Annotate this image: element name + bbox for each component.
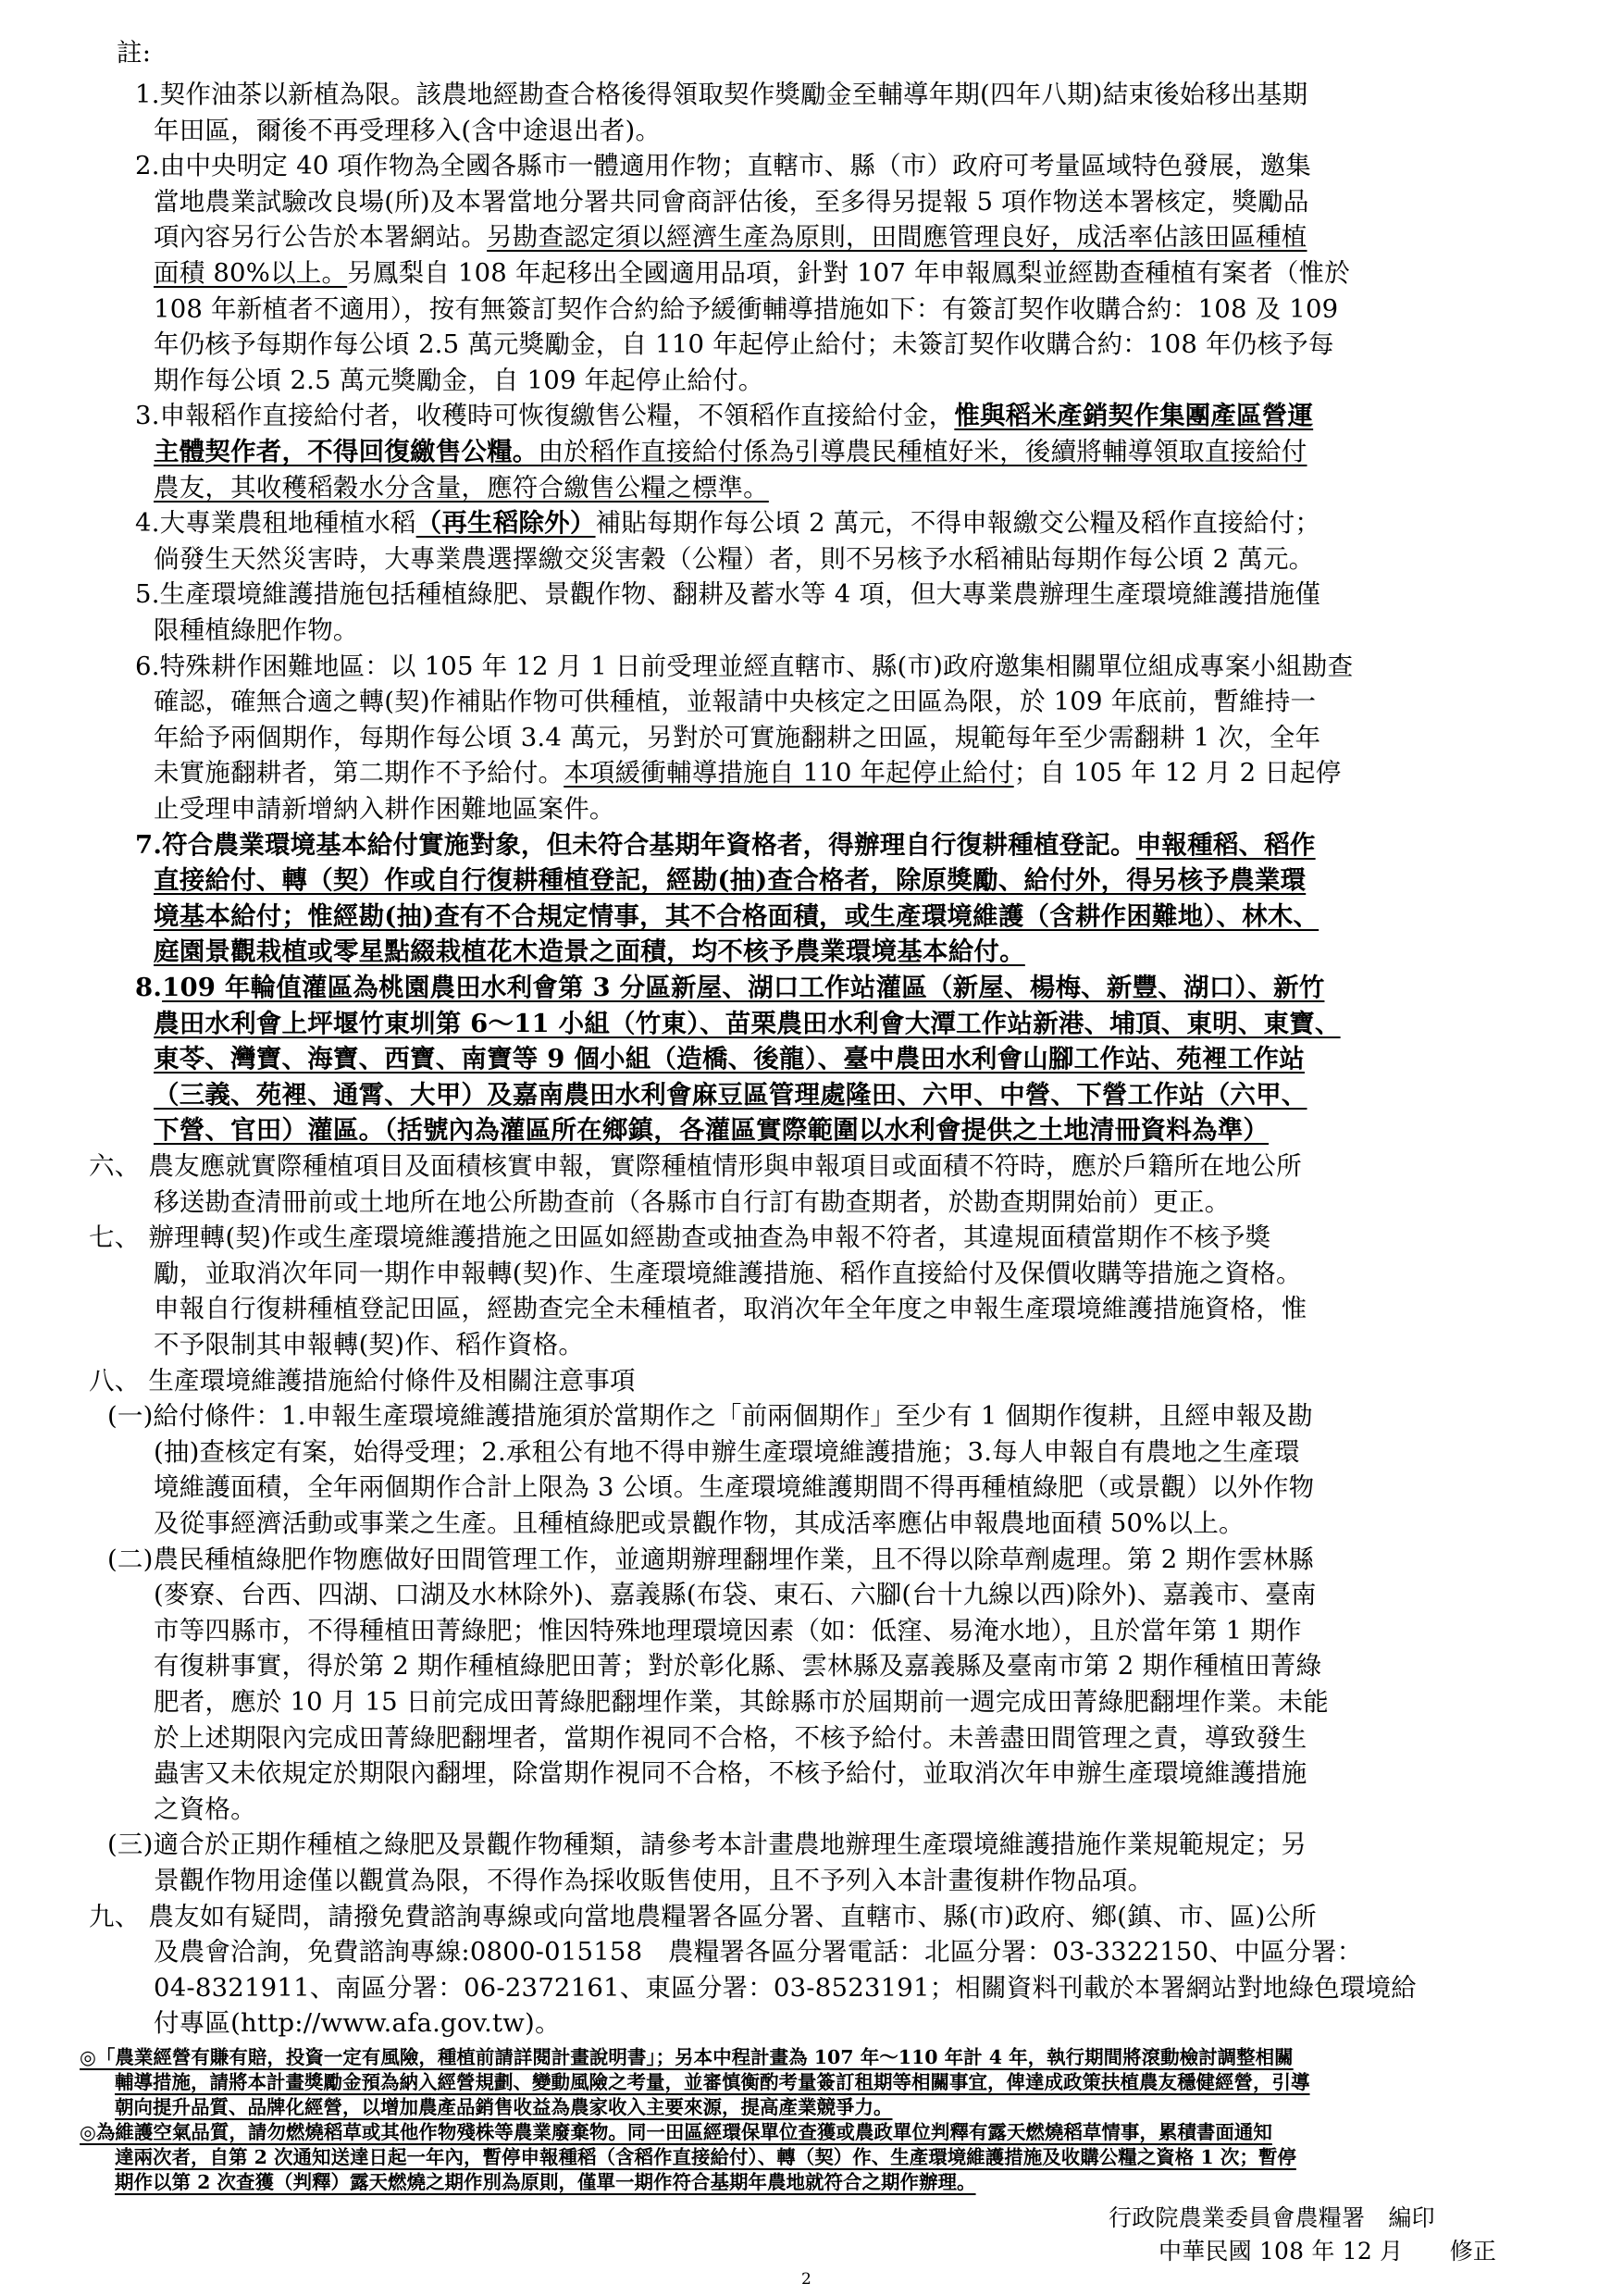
text-line xyxy=(107,1547,1314,1573)
text-run: 1.契作油茶以新植為限。該農地經勘查合格後得領取契作獎勵金至輔導年期(四年八期)結束後始移出基期 xyxy=(135,80,1308,109)
text-run: 2.由中央明定 40 項作物為全國各縣市一體適用作物；直轄市、縣（市）政府可考量區域特色發展，邀集 xyxy=(135,151,1312,180)
text-run: 直接給付、轉（契）作或自行復耕種植登記，經勘(抽)查合格者，除原獎勵、給付外，得另核予農業環 xyxy=(154,865,1307,895)
text-run: (麥寮、台西、四湖、口湖及水林除外)、嘉義縣(布袋、東石、六腳(台十九線以西)除外)、嘉義市、臺南 xyxy=(154,1580,1317,1609)
text-run: 期作每公頃 2.5 萬元獎勵金，自 109 年起停止給付。 xyxy=(154,366,764,395)
text-run: 境維護面積，全年兩個期作合計上限為 3 公頃。生產環境維護期間不得再種植綠肥（或景觀）以外作物 xyxy=(154,1472,1315,1502)
text-run: 肥者，應於 10 月 15 日前完成田菁綠肥翻埋作業，其餘縣市於屆期前一週完成田菁綠肥翻埋作業。未能 xyxy=(154,1687,1329,1717)
bottom-note-line: 輔導措施，請將本計畫獎勵金預為納入經營規劃、變動風險之考量，並審慎衡酌考量簽訂租期等相關事宜，俾達成政策扶植農友穩健經營，引導 xyxy=(115,2071,1310,2093)
text-run: 倘發生天然災害時，大專業農選擇繳交災害穀（公糧）者，則不另核予水稻補貼每期作每公頃 2 萬元。 xyxy=(154,544,1315,574)
text-line xyxy=(154,1437,1300,1467)
text-run: 4.大專業農租地種植水稻 xyxy=(135,508,416,538)
text-run: 主體契作者，不得回復繳售公糧。 xyxy=(154,437,539,466)
text-run: 項內容另行公告於本署網站。 xyxy=(154,222,488,252)
text-line xyxy=(135,654,1353,680)
text-line xyxy=(89,1902,1317,1931)
text-run: 移送勘查清冊前或土地所在地公所勘查前（各縣市自行訂有勘查期者，於勘查期開始前）更正。 xyxy=(154,1187,1231,1217)
text-line xyxy=(154,222,1307,252)
text-run: (抽)查核定有案，始得受理；2.承租公有地不得申辦生產環境維護措施；3.每人申報自有農地之生產環 xyxy=(154,1437,1300,1467)
text-run: 7. xyxy=(135,830,163,860)
text-run: 九、 農友如有疑問，請撥免費諮詢專線或向當地農糧署各區分署、直轄市、縣(市)政府、鄉(鎮、市、區)公所 xyxy=(89,1902,1317,1931)
text-run: 限種植綠肥作物。 xyxy=(154,615,359,645)
page-number: 2 xyxy=(801,2270,812,2289)
bottom-note-line: 期作以第 2 次查獲（判釋）露天燃燒之期作別為原則，僅單一期作符合基期年農地就符合之期作辦理。 xyxy=(115,2171,976,2193)
text-line xyxy=(154,689,1316,715)
text-line xyxy=(154,1758,1307,1788)
text-run: 當地農業試驗改良場(所)及本署當地分署共同會商評估後，至多得另提報 5 項作物送本署核定，獎勵品 xyxy=(154,187,1309,217)
text-run: 另勘查認定須以經濟生產為原則，田間應管理良好，成活率佔該田區種植 xyxy=(487,222,1307,252)
text-run: 東苓、灣寶、海寶、西寶、南寶等 9 個小組（造橋、後龍）、臺中農田水利會山腳工作站、苑裡工作站 xyxy=(154,1044,1305,1074)
text-run: 有復耕事實，得於第 2 期作種植綠肥田菁；對於彰化縣、雲林縣及嘉義縣及臺南市第 2 期作種植田菁綠 xyxy=(154,1651,1322,1681)
text-run: 5.生產環境維護措施包括種植綠肥、景觀作物、翻耕及蓄水等 4 項，但大專業農辦理生產環境維護措施僅 xyxy=(135,579,1321,609)
text-run: 由於稻作直接給付係為引導農民種植好米，後續將輔導領取直接給付 xyxy=(538,437,1307,466)
text-line xyxy=(154,1687,1329,1717)
text-run: 不予限制其申報轉(契)作、稻作資格。 xyxy=(154,1330,585,1359)
text-line xyxy=(154,294,1339,324)
text-line xyxy=(154,1868,1153,1894)
text-line xyxy=(154,258,1350,288)
text-line xyxy=(154,329,1334,359)
text-line xyxy=(89,1366,636,1396)
text-line xyxy=(154,1261,1302,1287)
bottom-note-line: 達兩次者，自第 2 次通知送達日起一年內，暫停申報種稻（含稻作直接給付）、轉（契）作、生產環境維護措施及收購公糧之資格 1 次；暫停 xyxy=(115,2146,1296,2168)
text-line xyxy=(154,2008,561,2038)
text-line xyxy=(154,1651,1322,1681)
text-line xyxy=(135,82,1307,108)
text-run: （三義、苑裡、通霄、大甲）及嘉南農田水利會麻豆區管理處隆田、六甲、中營、下營工作站（六甲、 xyxy=(154,1080,1307,1110)
text-line xyxy=(154,1472,1315,1502)
text-run: 庭園景觀栽植或零星點綴栽植花木造景之面積，均不核予農業環境基本給付。 xyxy=(154,937,1025,966)
text-run: 七、 辦理轉(契)作或生產環境維護措施之田區如經勘查或抽查為申報不符者，其違規面積當期作不核予獎 xyxy=(89,1222,1271,1252)
text-line xyxy=(135,403,1313,429)
text-run: （再生稻除外） xyxy=(415,508,596,538)
text-run: (三)適合於正期作種植之綠肥及景觀作物種類，請參考本計畫農地辦理生產環境維護措施作業規範規定；另 xyxy=(107,1830,1307,1859)
text-run: 於上述期限內完成田菁綠肥翻埋者，當期作視同不合格，不核予給付。未善盡田間管理之責，導致發生 xyxy=(154,1723,1307,1753)
text-line xyxy=(154,437,1307,466)
text-line xyxy=(154,1508,1245,1538)
text-run: 下營、官田）灌區。（括號內為灌區所在鄉鎮，各灌區實際範圍以水利會提供之土地清冊資料為準） xyxy=(154,1115,1270,1145)
text-run: 止受理申請新增納入耕作困難地區案件。 xyxy=(154,794,615,824)
text-run: 惟與稻米產銷契作集團產區營運 xyxy=(954,401,1314,430)
text-run: 年田區，爾後不再受理移入(含中途退出者)。 xyxy=(154,116,662,145)
text-line xyxy=(89,1151,1302,1181)
text-run: 八、 生產環境維護措施給付條件及相關注意事項 xyxy=(89,1366,636,1396)
text-line xyxy=(135,830,1316,860)
text-run: 年給予兩個期作，每期作每公頃 3.4 萬元，另對於可實施翻耕之田區，規範每年至少需翻耕 1 次，全年 xyxy=(154,723,1321,752)
text-line xyxy=(154,1080,1307,1110)
text-line xyxy=(154,1294,1307,1323)
text-line xyxy=(107,1832,1307,1858)
text-run: ；自 105 年 12 月 2 日起停 xyxy=(1013,758,1342,788)
text-line xyxy=(154,1937,1363,1967)
text-line xyxy=(154,368,764,394)
text-line xyxy=(154,794,615,824)
text-line xyxy=(154,1616,1302,1645)
text-run: 符合農業環境基本給付實施對象，但未符合基期年資格者，得辦理自行復耕種植登記。 xyxy=(162,830,1136,860)
text-line xyxy=(154,1582,1317,1608)
text-run: 年仍核予每期作每公頃 2.5 萬元獎勵金，自 110 年起停止給付；未簽訂契作收購合約：108 年仍核予每 xyxy=(154,329,1334,359)
text-line xyxy=(154,473,769,503)
text-line xyxy=(154,1794,256,1824)
text-line xyxy=(135,579,1321,609)
text-line xyxy=(154,187,1309,217)
text-line xyxy=(154,1973,1417,2003)
text-run: 3.申報稻作直接給付者，收穫時可恢復繳售公糧，不領稻作直接給付金， xyxy=(135,401,955,430)
text-run: 本項緩衝輔導措施自 110 年起停止給付 xyxy=(564,758,1014,788)
bottom-note-line: ◎「農業經營有賺有賠，投資一定有風險，種植前請詳閱計畫說明書」；另本中程計畫為 107 年～110 年計 4 年，執行期間將滾動檢討調整相關 xyxy=(80,2046,1294,2068)
text-run: 市等四縣市，不得種植田菁綠肥；惟因特殊地理環境因素（如：低窪、易淹水地），且於當年第 1 期作 xyxy=(154,1616,1302,1645)
text-line xyxy=(154,1044,1305,1074)
text-run: 面積 80%以上。 xyxy=(154,258,348,288)
text-run: 申報種稻、稻作 xyxy=(1135,830,1316,860)
text-run: 農友，其收穫稻穀水分含量，應符合繳售公糧之標準。 xyxy=(154,473,769,503)
text-run: 申報自行復耕種植登記田區，經勘查完全未種植者，取消次年全年度之申報生產環境維護措施資格，惟 xyxy=(154,1294,1307,1323)
text-line xyxy=(107,1401,1313,1431)
issuer: 行政院農業委員會農糧署 編印 xyxy=(1109,2204,1435,2231)
bottom-note-line: ◎為維護空氣品質，請勿燃燒稻草或其他作物殘株等農業廢棄物。同一田區經環保單位查獲或農政單位判釋有露天燃燒稻草情事，累積書面通知 xyxy=(80,2121,1272,2143)
text-line xyxy=(154,615,359,645)
notes-heading: 註: xyxy=(117,38,152,68)
text-line xyxy=(154,544,1315,574)
text-run: 確認，確無合適之轉(契)作補貼作物可供種植，並報請中央核定之田區為限，於 109 年底前，暫維持一 xyxy=(154,687,1317,716)
text-line xyxy=(154,1330,585,1359)
text-run: (一)給付條件：1.申報生產環境維護措施須於當期作之「前兩個期作」至少有 1 個期作復耕，且經申報及勘 xyxy=(107,1401,1313,1431)
text-line xyxy=(154,1115,1270,1145)
text-line xyxy=(154,1723,1307,1753)
text-run: 補貼每期作每公頃 2 萬元，不得申報繳交公糧及稻作直接給付； xyxy=(595,508,1321,538)
text-line xyxy=(154,1187,1231,1217)
text-run: 未實施翻耕者，第二期作不予給付。 xyxy=(154,758,564,788)
text-run: 6.特殊耕作困難地區：以 105 年 12 月 1 日前受理並經直轄市、縣(市)政府邀集相關單位組成專案小組勘查 xyxy=(135,652,1354,681)
text-line xyxy=(135,508,1321,538)
text-run: 04-8321911、南區分署：06-2372161、東區分署：03-8523191；相關資料刊載於本署網站對地綠色環境給 xyxy=(154,1973,1417,2003)
text-run: 及農會洽詢，免費諮詢專線:0800-015158 農糧署各區分署電話：北區分署：03-3322150、中區分署： xyxy=(154,1937,1363,1967)
text-line xyxy=(154,939,1025,965)
text-run: 景觀作物用途僅以觀賞為限，不得作為採收販售使用，且不予列入本計畫復耕作物品項。 xyxy=(154,1866,1154,1895)
revision-date: 中華民國 108 年 12 月 修正 xyxy=(1158,2238,1497,2265)
text-run: 及從事經濟活動或事業之生產。且種植綠肥或景觀作物，其成活率應佔申報農地面積 50%以上。 xyxy=(154,1508,1245,1538)
text-line xyxy=(154,723,1321,752)
text-run: 付專區(http://www.afa.gov.tw)。 xyxy=(154,2008,561,2038)
text-line xyxy=(154,1011,1341,1037)
text-run: 境基本給付；惟經勘(抽)查有不合規定情事，其不合格面積，或生產環境維護（含耕作困難地）、林木、 xyxy=(154,901,1319,931)
text-line xyxy=(154,758,1342,788)
text-run: 勵，並取消次年同一期作申報轉(契)作、生產環境維護措施、稻作直接給付及保價收購等措施之資格。 xyxy=(154,1259,1302,1288)
text-line xyxy=(154,118,661,144)
text-run: 108 年新植者不適用），按有無簽訂契作合約給予緩衝輔導措施如下：有簽訂契作收購合約：108 及 109 xyxy=(154,294,1339,324)
text-line xyxy=(135,975,1324,1001)
text-run: 109 年輪值灌區為桃園農田水利會第 3 分區新屋、湖口工作站灌區（新屋、楊梅、新豐、湖口）、新竹 xyxy=(162,973,1325,1002)
text-run: 之資格。 xyxy=(154,1794,256,1824)
text-run: 蟲害又未依規定於期限內翻埋，除當期作視同不合格，不核予給付，並取消次年申辦生產環境維護措施 xyxy=(154,1758,1307,1788)
text-run: 農田水利會上坪堰竹東圳第 6～11 小組（竹東）、苗栗農田水利會大潭工作站新港、埔頂、東明、東寶、 xyxy=(154,1009,1341,1038)
text-run: 六、 農友應就實際種植項目及面積核實申報，實際種植情形與申報項目或面積不符時，應於戶籍所在地公所 xyxy=(89,1151,1302,1181)
text-run: (二)農民種植綠肥作物應做好田間管理工作，並適期辦理翻埋作業，且不得以除草劑處理。第 2 期作雲林縣 xyxy=(107,1545,1314,1574)
text-run: 8. xyxy=(135,973,163,1002)
text-line xyxy=(135,151,1312,180)
text-line xyxy=(89,1222,1271,1252)
text-run: 另鳳梨自 108 年起移出全國適用品項，針對 107 年申報鳳梨並經勘查種植有案者（惟於 xyxy=(347,258,1350,288)
text-line xyxy=(154,865,1307,895)
bottom-note-line: 朝向提升品質、品牌化經營，以增加農產品銷售收益為農家收入主要來源，提高產業競爭力。 xyxy=(115,2096,893,2118)
text-line xyxy=(154,901,1319,931)
